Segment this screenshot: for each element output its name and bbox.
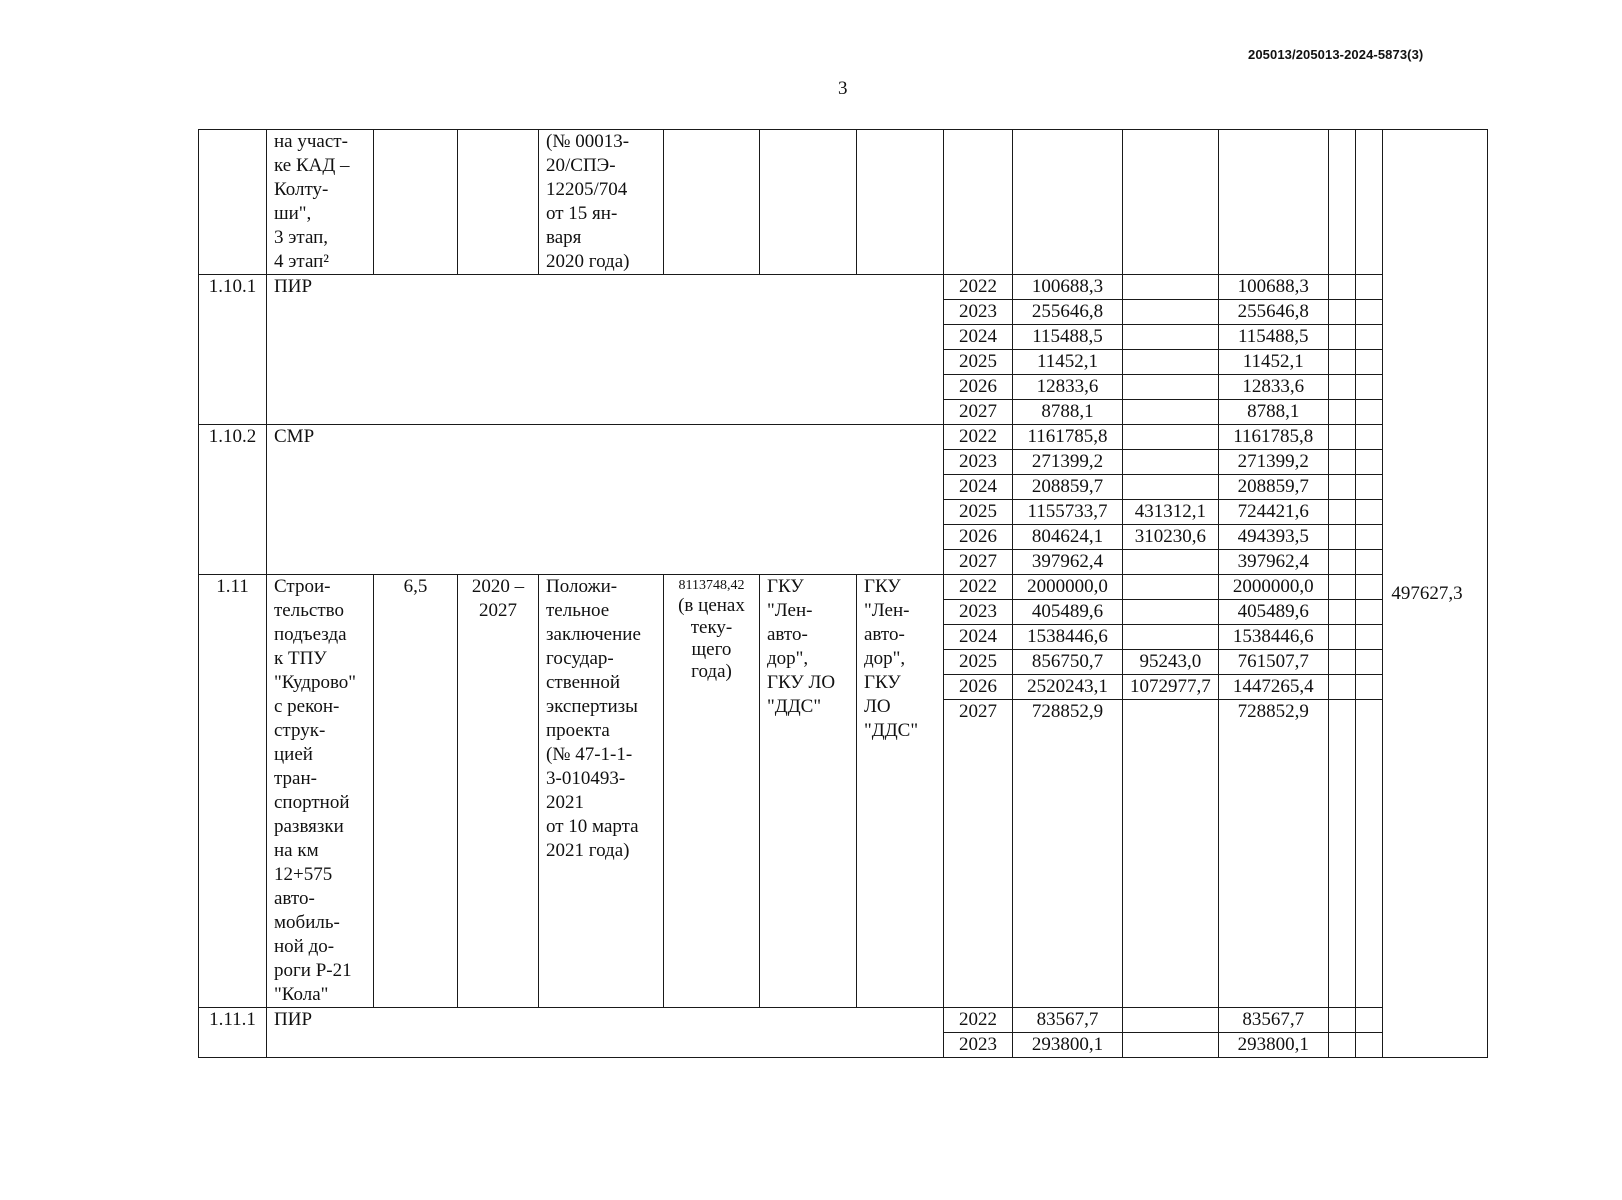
total-cell: 100688,3	[1013, 275, 1123, 300]
row-number: 1.10.2	[199, 425, 267, 575]
cost-value: 8113748,42	[678, 578, 745, 593]
program-table	[198, 129, 1488, 1058]
narrow-cell	[1328, 325, 1355, 350]
narrow-cell	[1328, 350, 1355, 375]
narrow-cell	[1328, 425, 1355, 450]
narrow-cell	[1328, 275, 1355, 300]
narrow-cell	[1355, 450, 1382, 475]
period-cell: 2020 – 2027	[458, 575, 539, 1008]
year-cell: 2026	[944, 375, 1013, 400]
stage-label: ПИР	[267, 275, 944, 425]
budget2-cell: 728852,9	[1218, 700, 1328, 1008]
table-row	[199, 1008, 1488, 1033]
year-cell: 2023	[944, 300, 1013, 325]
narrow-cell	[1355, 625, 1382, 650]
narrow-cell	[1328, 450, 1355, 475]
year-cell: 2027	[944, 700, 1013, 1008]
budget1-cell	[1123, 130, 1219, 275]
narrow-cell	[1355, 130, 1382, 275]
year-cell: 2024	[944, 325, 1013, 350]
narrow-cell	[1328, 475, 1355, 500]
basis-document: Положи- тельное заключение государ- ственной экспертизы проекта (№ 47-1-1- 3-010493- 2021 от 10 марта 2021 года)	[539, 575, 664, 1008]
budget1-cell: 1072977,7	[1123, 675, 1219, 700]
narrow-cell	[1328, 1008, 1355, 1033]
table-row	[199, 425, 1488, 450]
year-cell: 2023	[944, 450, 1013, 475]
capacity-cell	[374, 130, 458, 275]
budget2-cell: 208859,7	[1218, 475, 1328, 500]
document-id: 205013/205013-2024-5873(3)	[1248, 47, 1424, 62]
total-cell: 293800,1	[1013, 1033, 1123, 1058]
budget2-cell: 761507,7	[1218, 650, 1328, 675]
budget2-cell: 100688,3	[1218, 275, 1328, 300]
budget1-cell	[1123, 350, 1219, 375]
cost-note: (в ценах теку- щего года)	[678, 595, 745, 682]
budget2-cell: 1161785,8	[1218, 425, 1328, 450]
budget2-cell	[1218, 130, 1328, 275]
narrow-cell	[1355, 325, 1382, 350]
row-number	[199, 130, 267, 275]
narrow-cell	[1328, 600, 1355, 625]
budget1-cell	[1123, 450, 1219, 475]
narrow-cell	[1355, 425, 1382, 450]
budget1-cell	[1123, 1008, 1219, 1033]
narrow-cell	[1355, 275, 1382, 300]
narrow-cell	[1355, 475, 1382, 500]
narrow-cell	[1328, 375, 1355, 400]
budget1-cell	[1123, 475, 1219, 500]
narrow-cell	[1328, 1033, 1355, 1058]
narrow-cell	[1355, 550, 1382, 575]
object-name: на участ- ке КАД – Колту- ши", 3 этап, 4 этап²	[267, 130, 374, 275]
total-cell: 11452,1	[1013, 350, 1123, 375]
narrow-cell	[1355, 300, 1382, 325]
total-cell: 12833,6	[1013, 375, 1123, 400]
narrow-cell	[1328, 675, 1355, 700]
stage-label: ПИР	[267, 1008, 944, 1058]
row-number: 1.10.1	[199, 275, 267, 425]
budget2-cell: 83567,7	[1218, 1008, 1328, 1033]
executor-cell: ГКУ "Лен- авто- дор", ГКУ ЛО "ДДС"	[857, 575, 944, 1008]
budget2-cell: 115488,5	[1218, 325, 1328, 350]
total-cell: 856750,7	[1013, 650, 1123, 675]
page-number: 3	[838, 78, 848, 99]
total-cell: 208859,7	[1013, 475, 1123, 500]
year-cell: 2023	[944, 1033, 1013, 1058]
budget2-cell: 293800,1	[1218, 1033, 1328, 1058]
budget1-cell: 431312,1	[1123, 500, 1219, 525]
cost-cell	[664, 130, 760, 275]
object-name: Строи- тельство подъезда к ТПУ "Кудрово" с рекон- струк- цией тран- спортной развязки на км 12+575 авто- мобиль- ной до- роги Р-21 "Кола"	[267, 575, 374, 1008]
budget1-cell	[1123, 575, 1219, 600]
narrow-cell	[1355, 650, 1382, 675]
year-cell: 2023	[944, 600, 1013, 625]
budget1-cell: 310230,6	[1123, 525, 1219, 550]
narrow-cell	[1328, 700, 1355, 1008]
year-cell: 2022	[944, 275, 1013, 300]
capacity-cell: 6,5	[374, 575, 458, 1008]
total-cell: 2000000,0	[1013, 575, 1123, 600]
cost-cell	[664, 575, 760, 1008]
budget1-cell	[1123, 325, 1219, 350]
budget1-cell	[1123, 375, 1219, 400]
customer-cell	[760, 130, 857, 275]
table-row	[199, 130, 1488, 275]
total-cell: 397962,4	[1013, 550, 1123, 575]
basis-document: (№ 00013- 20/СПЭ- 12205/704 от 15 ян- варя 2020 года)	[539, 130, 664, 275]
budget2-cell: 724421,6	[1218, 500, 1328, 525]
table-row	[199, 575, 1488, 600]
budget2-cell: 1447265,4	[1218, 675, 1328, 700]
total-cell: 728852,9	[1013, 700, 1123, 1008]
year-cell: 2025	[944, 350, 1013, 375]
budget2-cell: 8788,1	[1218, 400, 1328, 425]
budget2-cell: 12833,6	[1218, 375, 1328, 400]
year-cell: 2025	[944, 650, 1013, 675]
total-cell: 115488,5	[1013, 325, 1123, 350]
year-cell: 2024	[944, 475, 1013, 500]
budget2-cell: 494393,5	[1218, 525, 1328, 550]
budget2-cell: 271399,2	[1218, 450, 1328, 475]
total-cell: 8788,1	[1013, 400, 1123, 425]
narrow-cell	[1355, 500, 1382, 525]
row-number: 1.11.1	[199, 1008, 267, 1058]
year-cell: 2027	[944, 400, 1013, 425]
total-cell: 1161785,8	[1013, 425, 1123, 450]
narrow-cell	[1328, 130, 1355, 275]
table-row	[199, 275, 1488, 300]
year-cell: 2022	[944, 1008, 1013, 1033]
budget1-cell	[1123, 400, 1219, 425]
year-cell	[944, 130, 1013, 275]
budget1-cell	[1123, 550, 1219, 575]
narrow-cell	[1355, 350, 1382, 375]
budget1-cell	[1123, 1033, 1219, 1058]
narrow-cell	[1328, 550, 1355, 575]
total-cell: 255646,8	[1013, 300, 1123, 325]
total-cell: 271399,2	[1013, 450, 1123, 475]
narrow-cell	[1355, 1033, 1382, 1058]
year-cell: 2024	[944, 625, 1013, 650]
year-cell: 2022	[944, 575, 1013, 600]
narrow-cell	[1328, 300, 1355, 325]
budget2-cell: 405489,6	[1218, 600, 1328, 625]
year-cell: 2025	[944, 500, 1013, 525]
customer-cell: ГКУ "Лен- авто- дор", ГКУ ЛО "ДДС"	[760, 575, 857, 1008]
budget1-cell	[1123, 600, 1219, 625]
budget1-cell	[1123, 425, 1219, 450]
narrow-cell	[1355, 675, 1382, 700]
budget1-cell: 95243,0	[1123, 650, 1219, 675]
budget1-cell	[1123, 300, 1219, 325]
budget2-cell: 2000000,0	[1218, 575, 1328, 600]
budget2-cell: 397962,4	[1218, 550, 1328, 575]
narrow-cell	[1328, 400, 1355, 425]
narrow-cell	[1328, 650, 1355, 675]
total-cell: 2520243,1	[1013, 675, 1123, 700]
stage-label: СМР	[267, 425, 944, 575]
total-cell: 405489,6	[1013, 600, 1123, 625]
total-cell: 83567,7	[1013, 1008, 1123, 1033]
budget1-cell	[1123, 700, 1219, 1008]
narrow-cell	[1328, 500, 1355, 525]
year-cell: 2026	[944, 525, 1013, 550]
budget1-cell	[1123, 275, 1219, 300]
total-cell: 1538446,6	[1013, 625, 1123, 650]
narrow-cell	[1355, 700, 1382, 1008]
narrow-cell	[1328, 525, 1355, 550]
total-cell: 804624,1	[1013, 525, 1123, 550]
year-cell: 2026	[944, 675, 1013, 700]
budget2-cell: 11452,1	[1218, 350, 1328, 375]
narrow-cell	[1328, 575, 1355, 600]
total-cell: 1155733,7	[1013, 500, 1123, 525]
last-column-value: 497627,3	[1391, 583, 1463, 604]
budget2-cell: 255646,8	[1218, 300, 1328, 325]
row-number: 1.11	[199, 575, 267, 1008]
narrow-cell	[1355, 400, 1382, 425]
narrow-cell	[1355, 375, 1382, 400]
narrow-cell	[1328, 625, 1355, 650]
period-cell	[458, 130, 539, 275]
year-cell: 2022	[944, 425, 1013, 450]
budget1-cell	[1123, 625, 1219, 650]
narrow-cell	[1355, 1008, 1382, 1033]
total-cell	[1013, 130, 1123, 275]
budget2-cell: 1538446,6	[1218, 625, 1328, 650]
narrow-cell	[1355, 525, 1382, 550]
year-cell: 2027	[944, 550, 1013, 575]
executor-cell	[857, 130, 944, 275]
